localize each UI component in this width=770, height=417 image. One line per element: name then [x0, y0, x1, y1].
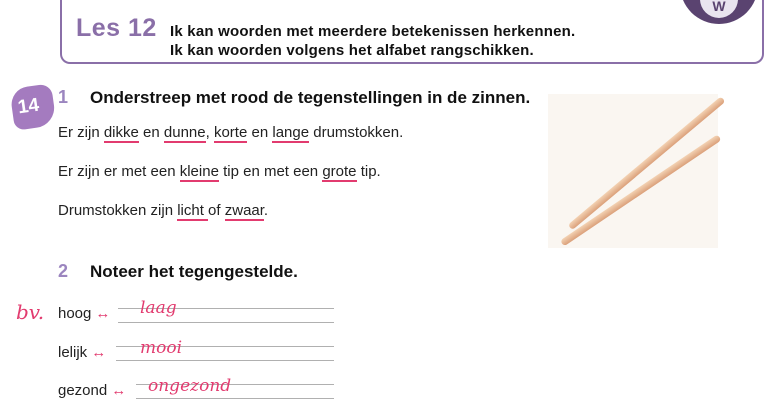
underlined-word: dunne [163, 124, 206, 141]
word-gezond [58, 382, 126, 399]
exercise-2-title: Noteer het tegengestelde. [90, 262, 298, 281]
sentence-text: of [208, 202, 225, 219]
sentence-text: . [263, 202, 269, 219]
arrow-icon: ↔ [91, 344, 107, 361]
sentence-text: Er zijn er met een [58, 163, 180, 180]
drumstick-1 [568, 96, 726, 230]
lesson-title: Les 12 [76, 14, 157, 42]
word-text: lelijk [58, 344, 88, 361]
exercise-1-number: 1 [58, 87, 69, 107]
sentence-text: drumstokken. [309, 124, 404, 141]
sentence-2 [58, 163, 381, 180]
badge-letter: W [700, 0, 738, 18]
underlined-word: lange [272, 124, 310, 141]
sentence-text: en [247, 124, 273, 141]
sentence-text: Er zijn [58, 124, 104, 141]
sentence-text: , [205, 124, 214, 141]
underlined-word: licht [177, 202, 209, 219]
arrow-icon: ↔ [95, 305, 111, 322]
sentence-text: Drumstokken zijn [58, 202, 178, 219]
underlined-word: kleine [179, 163, 219, 180]
underlined-word: grote [322, 163, 357, 180]
drumstick-2 [560, 134, 721, 246]
answer-2: mooi [140, 338, 183, 358]
sentence-text: tip en met een [218, 163, 323, 180]
word-text: hoog [58, 305, 92, 322]
sentence-text: en [138, 124, 164, 141]
page-number: 14 [16, 94, 41, 119]
exercise-2-number: 2 [58, 261, 69, 281]
answer-3: ongezond [148, 376, 232, 396]
word-lelijk [58, 344, 106, 361]
word-text: gezond [58, 382, 108, 399]
example-label: bv. [16, 300, 45, 324]
underlined-word: korte [213, 124, 248, 141]
arrow-icon: ↔ [111, 382, 127, 399]
exercise-1-title: Onderstreep met rood de tegenstellingen in de zinnen. [90, 88, 531, 107]
underlined-word: zwaar [224, 202, 264, 219]
sentence-3 [58, 202, 268, 219]
word-hoog [58, 305, 110, 322]
sentence-text: tip. [356, 163, 381, 180]
sentence-1 [58, 124, 403, 141]
underlined-word: dikke [103, 124, 139, 141]
drumsticks-photo [548, 94, 718, 248]
answer-1: laag [140, 298, 177, 318]
learning-goal-2: Ik kan woorden volgens het alfabet rangschikken. [170, 42, 534, 59]
learning-goal-1: Ik kan woorden met meerdere betekenissen herkennen. [170, 23, 576, 40]
